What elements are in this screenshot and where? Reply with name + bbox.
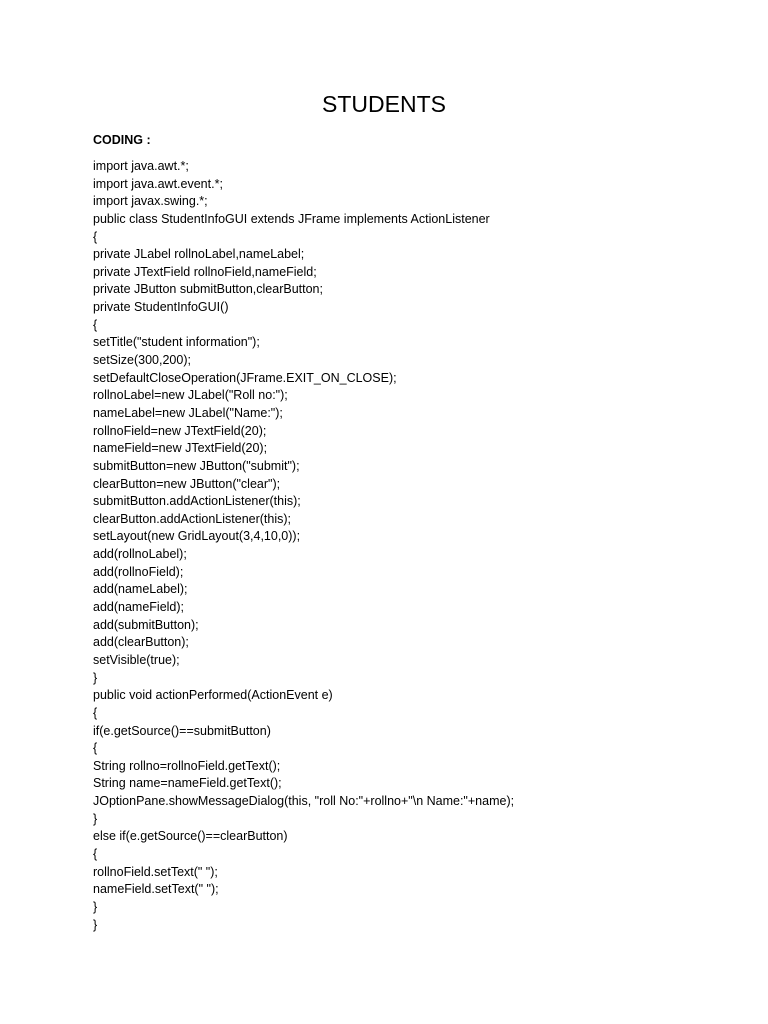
code-line: add(nameField); bbox=[93, 600, 185, 615]
code-line: private JButton submitButton,clearButton; bbox=[93, 282, 323, 297]
code-line: } bbox=[93, 899, 98, 914]
code-line: submitButton=new JButton("submit"); bbox=[93, 458, 300, 473]
code-line: setSize(300,200); bbox=[93, 353, 191, 368]
code-line: import javax.swing.*; bbox=[93, 194, 208, 209]
code-line: public class StudentInfoGUI extends JFrame implements ActionListener bbox=[93, 211, 490, 226]
code-line: String rollno=rollnoField.getText(); bbox=[93, 758, 281, 773]
code-line: nameField.setText(" "); bbox=[93, 882, 219, 897]
code-line: setDefaultCloseOperation(JFrame.EXIT_ON_CLOSE); bbox=[93, 370, 397, 385]
code-line: private StudentInfoGUI() bbox=[93, 300, 229, 315]
code-line: public void actionPerformed(ActionEvent e) bbox=[93, 688, 333, 703]
code-line: private JLabel rollnoLabel,nameLabel; bbox=[93, 247, 305, 262]
code-line: setLayout(new GridLayout(3,4,10,0)); bbox=[93, 529, 301, 544]
code-line: } bbox=[93, 917, 98, 932]
code-line: String name=nameField.getText(); bbox=[93, 776, 282, 791]
code-line: setTitle("student information"); bbox=[93, 335, 260, 350]
code-line: clearButton=new JButton("clear"); bbox=[93, 476, 281, 491]
code-line: rollnoField.setText(" "); bbox=[93, 864, 218, 879]
code-line: add(submitButton); bbox=[93, 617, 199, 632]
code-line: { bbox=[93, 846, 98, 861]
code-line: add(rollnoField); bbox=[93, 564, 184, 579]
code-line: import java.awt.*; bbox=[93, 159, 189, 173]
code-line: { bbox=[93, 229, 98, 244]
page-title: STUDENTS bbox=[322, 91, 446, 117]
code-line: rollnoLabel=new JLabel("Roll no:"); bbox=[93, 388, 288, 403]
code-line: setVisible(true); bbox=[93, 652, 180, 667]
code-line: if(e.getSource()==submitButton) bbox=[93, 723, 271, 738]
code-line: submitButton.addActionListener(this); bbox=[93, 494, 301, 509]
code-line: add(rollnoLabel); bbox=[93, 547, 187, 562]
code-line: nameLabel=new JLabel("Name:"); bbox=[93, 405, 283, 420]
code-line: add(clearButton); bbox=[93, 635, 189, 650]
code-line: import java.awt.event.*; bbox=[93, 176, 223, 191]
code-line: clearButton.addActionListener(this); bbox=[93, 511, 292, 526]
code-line: JOptionPane.showMessageDialog(this, "roll No:"+rollno+"\n Name:"+name); bbox=[93, 794, 515, 809]
code-line: else if(e.getSource()==clearButton) bbox=[93, 829, 288, 844]
code-line: { bbox=[93, 741, 98, 756]
code-line: { bbox=[93, 705, 98, 720]
code-line: } bbox=[93, 670, 98, 685]
code-line: rollnoField=new JTextField(20); bbox=[93, 423, 267, 438]
code-line: } bbox=[93, 811, 98, 826]
code-listing bbox=[93, 158, 733, 934]
code-line: add(nameLabel); bbox=[93, 582, 188, 597]
section-label: CODING : bbox=[93, 133, 151, 147]
code-line: nameField=new JTextField(20); bbox=[93, 441, 268, 456]
code-line: { bbox=[93, 317, 98, 332]
code-line: private JTextField rollnoField,nameField; bbox=[93, 264, 317, 279]
